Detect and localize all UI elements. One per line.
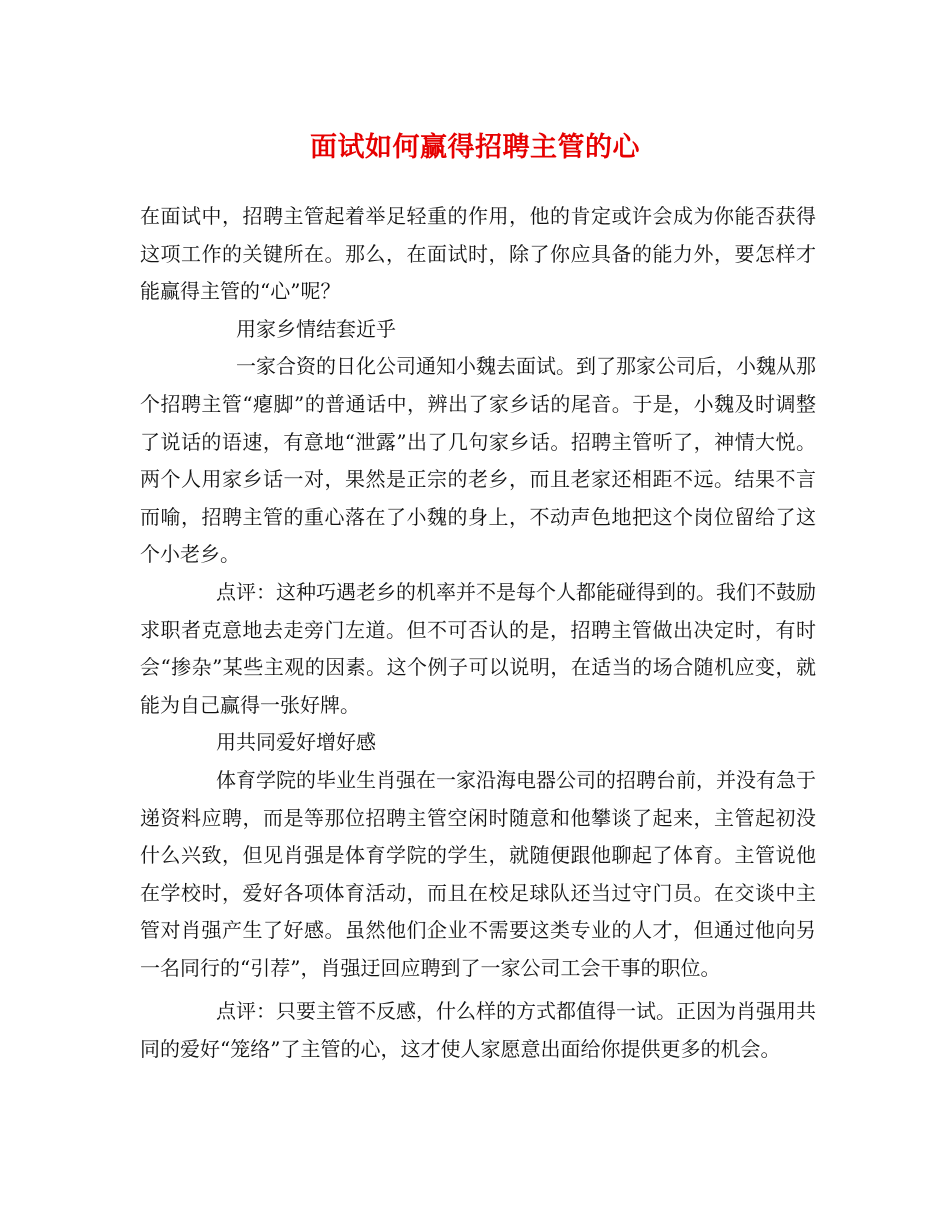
story-paragraph-hometown: 一家合资的日化公司通知小魏去面试。到了那家公司后，小魏从那个招聘主管“瘪脚”的普通话中，辨出了家乡话的尾音。于是，小魏及时调整了说话的语速，有意地“泄露”出了几句家乡话。招聘主管听了，神情大悦。两个人用家乡话一对，果然是正宗的老乡，而且老家还相距不远。结果不言而喻，招聘主管的重心落在了小魏的身上，不动声色地把这个岗位留给了这个小老乡。 <box>140 354 816 567</box>
comment-paragraph-hobby: 点评：只要主管不反感，什么样的方式都值得一试。正因为肖强用共同的爱好“笼络”了主管的心，这才使人家愿意出面给你提供更多的机会。 <box>140 999 816 1062</box>
story-paragraph-hobby: 体育学院的毕业生肖强在一家沿海电器公司的招聘台前，并没有急于递资料应聘，而是等那位招聘主管空闲时随意和他攀谈了起来，主管起初没什么兴致，但见肖强是体育学院的学生，就随便跟他聊起了体育。主管说他在学校时，爱好各项体育活动，而且在校足球队还当过守门员。在交谈中主管对肖强产生了好感。虽然他们企业不需要这类专业的人才，但通过他向另一名同行的“引荐”，肖强迂回应聘到了一家公司工会干事的职位。 <box>140 767 816 980</box>
document-body <box>140 198 816 1069</box>
document-title: 面试如何赢得招聘主管的心 <box>310 132 640 163</box>
intro-paragraph: 在面试中，招聘主管起着举足轻重的作用，他的肯定或许会成为你能否获得这项工作的关键所在。那么，在面试时，除了你应具备的能力外，要怎样才能赢得主管的“心”呢？ <box>140 204 816 304</box>
section-heading-hometown: 用家乡情结套近乎 <box>236 316 396 341</box>
section-heading-hobby: 用共同爱好增好感 <box>216 730 376 755</box>
comment-paragraph-hometown: 点评：这种巧遇老乡的机率并不是每个人都能碰得到的。我们不鼓励求职者克意地去走旁门左道。但不可否认的是，招聘主管做出决定时，有时会“掺杂”某些主观的因素。这个例子可以说明，在适当的场合随机应变，就能为自己赢得一张好牌。 <box>140 579 816 717</box>
